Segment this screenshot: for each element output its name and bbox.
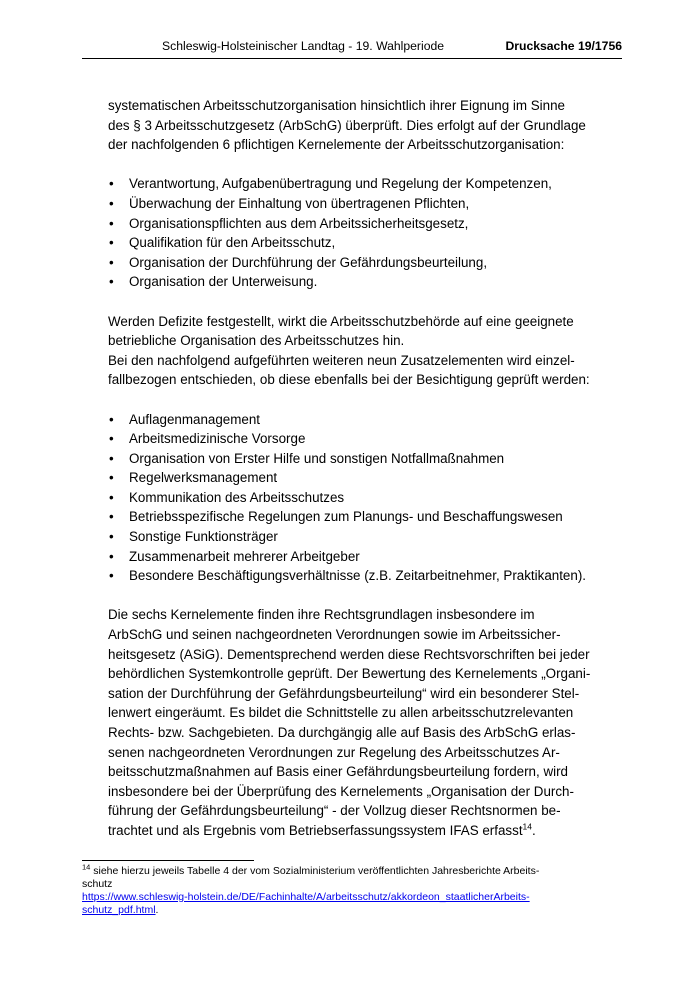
text-line: Bei den nachfolgend aufgeführten weiteren neun Zusatzelementen wird einzel-: [108, 352, 575, 368]
footnote-number: 14: [82, 862, 91, 872]
text-line: heitsgesetz (ASiG). Dementsprechend werden diese Rechtsvorschriften bei jeder: [108, 646, 590, 662]
footnote-link-line: [82, 904, 602, 917]
footnote-link[interactable]: https://www.schleswig-holstein.de/DE/Fachinhalte/A/arbeitsschutz/akkordeon_staatlicherArbeits-: [82, 891, 530, 903]
text-line: führung der Gefährdungsbeurteilung“ - der Vollzug dieser Rechtsnormen be-: [108, 803, 561, 819]
text-line: beitsschutzmaßnahmen auf Basis einer Gefährdungsbeurteilung fordern, wird: [108, 764, 568, 780]
intro-paragraph: [108, 96, 610, 155]
text-line: trachtet und als Ergebnis vom Betriebserfassungssystem IFAS erfasst$^{14}$.: [108, 821, 536, 838]
footnote: [82, 862, 602, 917]
list-item: • Organisation der Unterweisung.: [108, 272, 610, 292]
deficit-paragraph: [108, 312, 610, 390]
footnote-text: siehe hierzu jeweils Tabelle 4 der vom Sozialministerium veröffentlichten Jahresberichte Arbeits-: [90, 865, 540, 877]
header-divider: [82, 58, 622, 59]
text-line: fallbezogen entschieden, ob diese ebenfalls bei der Besichtigung geprüft werden:: [108, 372, 590, 388]
text-line: sation der Durchführung der Gefährdungsbeurteilung“ wird ein besonderer Stel-: [108, 685, 580, 701]
page-header: [82, 39, 622, 57]
text-line: Rechts- bzw. Sachgebieten. Da durchgängig alle auf Basis des ArbSchG erlas-: [108, 725, 576, 740]
list-item: • Organisationspflichten aus dem Arbeitssicherheitsgesetz,: [108, 214, 610, 234]
list-item: • Besondere Beschäftigungsverhältnisse (z.B. Zeitarbeitnehmer, Praktikanten).: [108, 566, 610, 586]
text-line: der nachfolgenden 6 pflichtigen Kernelemente der Arbeitsschutzorganisation:: [108, 137, 565, 153]
list-item: • Qualifikation für den Arbeitsschutz,: [108, 233, 610, 253]
list-item: • Regelwerksmanagement: [108, 468, 610, 488]
text-line: lenwert eingeräumt. Es bildet die Schnittstelle zu allen arbeitsschutzrelevanten: [108, 705, 574, 721]
list-item: • Zusammenarbeit mehrerer Arbeitgeber: [108, 547, 610, 567]
header-title: Schleswig-Holsteinischer Landtag - 19. Wahlperiode: [162, 39, 445, 53]
legal-basis-paragraph: [108, 605, 610, 840]
text-line: des § 3 Arbeitsschutzgesetz (ArbSchG) überprüft. Dies erfolgt auf der Grundlage: [108, 117, 586, 133]
footnote-divider: [82, 860, 254, 861]
list-item: • Auflagenmanagement: [108, 410, 610, 430]
footnote-link-continued[interactable]: schutz_pdf.html: [82, 904, 156, 916]
text-line: Die sechs Kernelemente finden ihre Rechtsgrundlagen insbesondere im: [108, 607, 535, 623]
list-item: • Verantwortung, Aufgabenübertragung und Regelung der Kompetenzen,: [108, 174, 610, 194]
text-line: systematischen Arbeitsschutzorganisation hinsichtlich ihrer Eignung im Sinne: [108, 98, 566, 113]
text-line: senen nachgeordneten Verordnungen zur Regelung des Arbeitsschutzes Ar-: [108, 744, 560, 760]
footnote-text-line: [82, 862, 602, 878]
footnote-end: .: [155, 904, 159, 916]
list-item: • Sonstige Funktionsträger: [108, 527, 610, 547]
footnote-reference[interactable]: 14: [522, 821, 533, 832]
list-item: • Arbeitsmedizinische Vorsorge: [108, 429, 610, 449]
core-elements-list: [108, 174, 610, 292]
footnote-text-line: schutz: [82, 878, 113, 890]
additional-elements-list: [108, 410, 610, 586]
text-line: Werden Defizite festgestellt, wirkt die Arbeitsschutzbehörde auf eine geeignete: [108, 313, 574, 329]
list-item: • Organisation von Erster Hilfe und sonstigen Notfallmaßnahmen: [108, 449, 610, 469]
document-number: Drucksache 19/1756: [505, 39, 622, 53]
list-item: • Überwachung der Einhaltung von übertragenen Pflichten,: [108, 194, 610, 214]
text-line: betriebliche Organisation des Arbeitsschutzes hin.: [108, 333, 405, 349]
document-body: [108, 96, 610, 841]
text-line: behördlichen Systemkontrolle geprüft. Der Bewertung des Kernelements „Organi-: [108, 666, 591, 682]
text-line: insbesondere bei der Überprüfung des Kernelements „Organisation der Durch-: [108, 783, 574, 799]
list-item: • Organisation der Durchführung der Gefährdungsbeurteilung,: [108, 253, 610, 273]
footnote-link-line: [82, 891, 602, 904]
text-line: ArbSchG und seinen nachgeordneten Verordnungen sowie im Arbeitssicher-: [108, 627, 561, 643]
list-item: • Kommunikation des Arbeitsschutzes: [108, 488, 610, 508]
last-line-text: trachtet und als Ergebnis vom Betriebserfassungssystem IFAS erfasst: [108, 822, 523, 838]
list-item: • Betriebsspezifische Regelungen zum Planungs- und Beschaffungswesen: [108, 507, 610, 527]
